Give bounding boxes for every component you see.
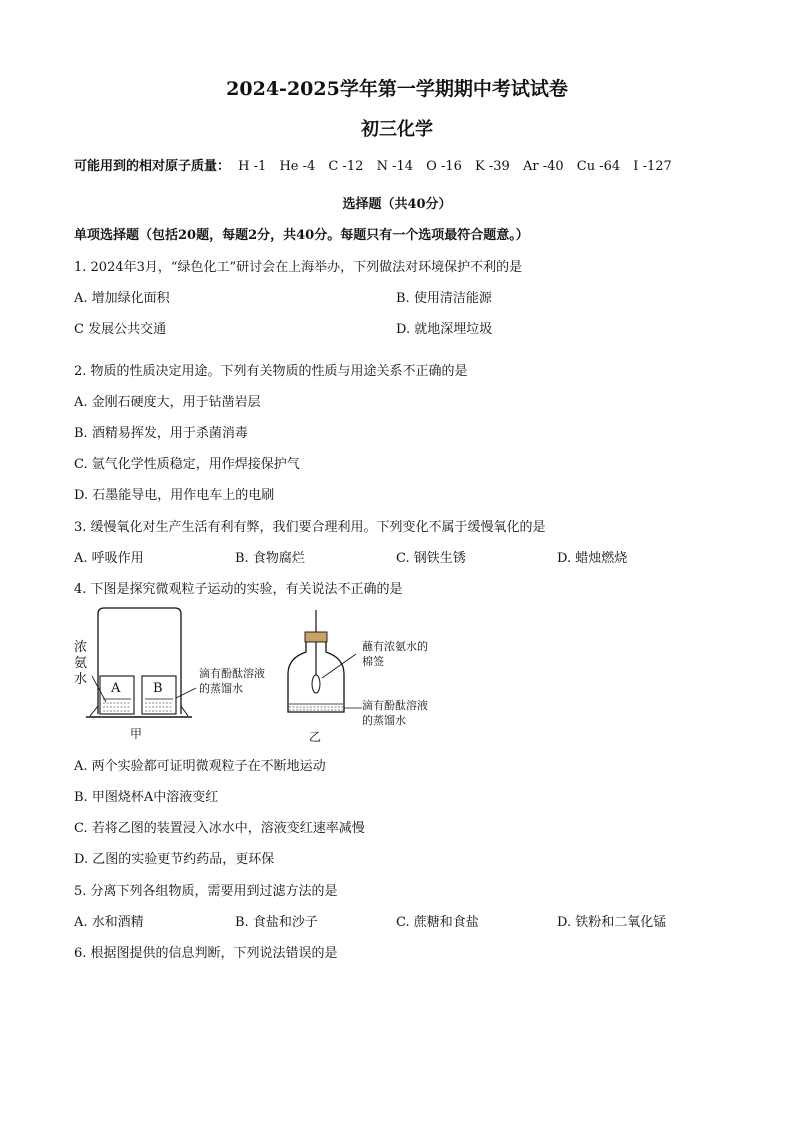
- q2-option-a: A. 金刚石硬度大，用于钻凿岩层: [74, 395, 261, 410]
- atomic-mass-item: He -4: [279, 159, 316, 174]
- caption-jia: 甲: [130, 727, 143, 741]
- question-5-stem: 5. 分离下列各组物质，需要用到过滤方法的是: [74, 884, 338, 899]
- q2-option-b: B. 酒精易挥发，用于杀菌消毒: [74, 426, 248, 441]
- section-heading: 选择题（共40分）: [342, 197, 452, 212]
- q3-option-d: D. 蜡烛燃烧: [557, 551, 628, 566]
- atomic-mass-item: N -14: [376, 159, 414, 174]
- atomic-mass-row: [74, 155, 681, 174]
- question-6-stem: 6. 根据图提供的信息判断，下列说法错误的是: [74, 946, 338, 961]
- q3-option-c: C. 钢铁生锈: [396, 551, 466, 566]
- atomic-mass-item: I -127: [633, 159, 672, 174]
- question-3-stem: 3. 缓慢氧化对生产生活有利有弊，我们要合理利用。下列变化不属于缓慢氧化的是: [74, 520, 546, 535]
- q4-option-a: A. 两个实验都可证明微观粒子在不断地运动: [74, 759, 326, 774]
- q5-option-d: D. 铁粉和二氧化锰: [557, 915, 667, 930]
- label-beaker-a: A: [111, 681, 121, 696]
- q5-option-c: C. 蔗糖和食盐: [396, 915, 479, 930]
- label-phenolphthalein-yi: 滴有酚酞溶液的蒸馏水: [362, 699, 428, 727]
- atomic-mass-label: 可能用到的相对原子质量：: [74, 159, 231, 174]
- atomic-mass-item: Cu -64: [576, 159, 621, 174]
- exam-title: 2024-2025学年第一学期期中考试试卷: [226, 78, 568, 100]
- q1-option-c: C 发展公共交通: [74, 322, 167, 337]
- q4-option-b: B. 甲图烧杯A中溶液变红: [74, 790, 219, 805]
- label-beaker-b: B: [153, 681, 163, 696]
- question-4-stem: 4. 下图是探究微观粒子运动的实验，有关说法不正确的是: [74, 582, 403, 597]
- q2-option-c: C. 氩气化学性质稳定，用作焊接保护气: [74, 457, 300, 472]
- q1-option-a: A. 增加绿化面积: [74, 291, 170, 306]
- q4-option-d: D. 乙图的实验更节约药品，更环保: [74, 852, 275, 867]
- question-2-stem: 2. 物质的性质决定用途。下列有关物质的性质与用途关系不正确的是: [74, 364, 468, 379]
- atomic-mass-item: H -1: [238, 159, 267, 174]
- atomic-mass-item: C -12: [328, 159, 364, 174]
- question-1-stem: 1. 2024年3月，“绿色化工”研讨会在上海举办，下列做法对环境保护不利的是: [74, 260, 523, 275]
- q5-option-b: B. 食盐和沙子: [235, 915, 318, 930]
- q5-option-a: A. 水和酒精: [74, 915, 144, 930]
- caption-yi: 乙: [309, 730, 322, 744]
- label-ammonia: 浓氨水: [74, 640, 88, 687]
- instructions: 单项选择题（包括20题，每题2分，共40分。每题只有一个选项最符合题意。）: [74, 228, 529, 243]
- q4-option-c: C. 若将乙图的装置浸入冰水中，溶液变红速率减慢: [74, 821, 365, 836]
- q3-option-a: A. 呼吸作用: [74, 551, 144, 566]
- atomic-mass-item: K -39: [475, 159, 510, 174]
- label-phenolphthalein-jia: 滴有酚酞溶液的蒸馏水: [199, 667, 265, 695]
- atomic-mass-item: O -16: [426, 159, 462, 174]
- q3-option-b: B. 食物腐烂: [235, 551, 305, 566]
- q2-option-d: D. 石墨能导电，用作电车上的电刷: [74, 488, 275, 503]
- q1-option-b: B. 使用清洁能源: [396, 291, 492, 306]
- label-ammonia-swab: 蘸有浓氨水的棉签: [362, 640, 428, 668]
- q1-option-d: D. 就地深埋垃圾: [396, 322, 493, 337]
- subject-title: 初三化学: [361, 119, 433, 140]
- atomic-mass-item: Ar -40: [522, 159, 564, 174]
